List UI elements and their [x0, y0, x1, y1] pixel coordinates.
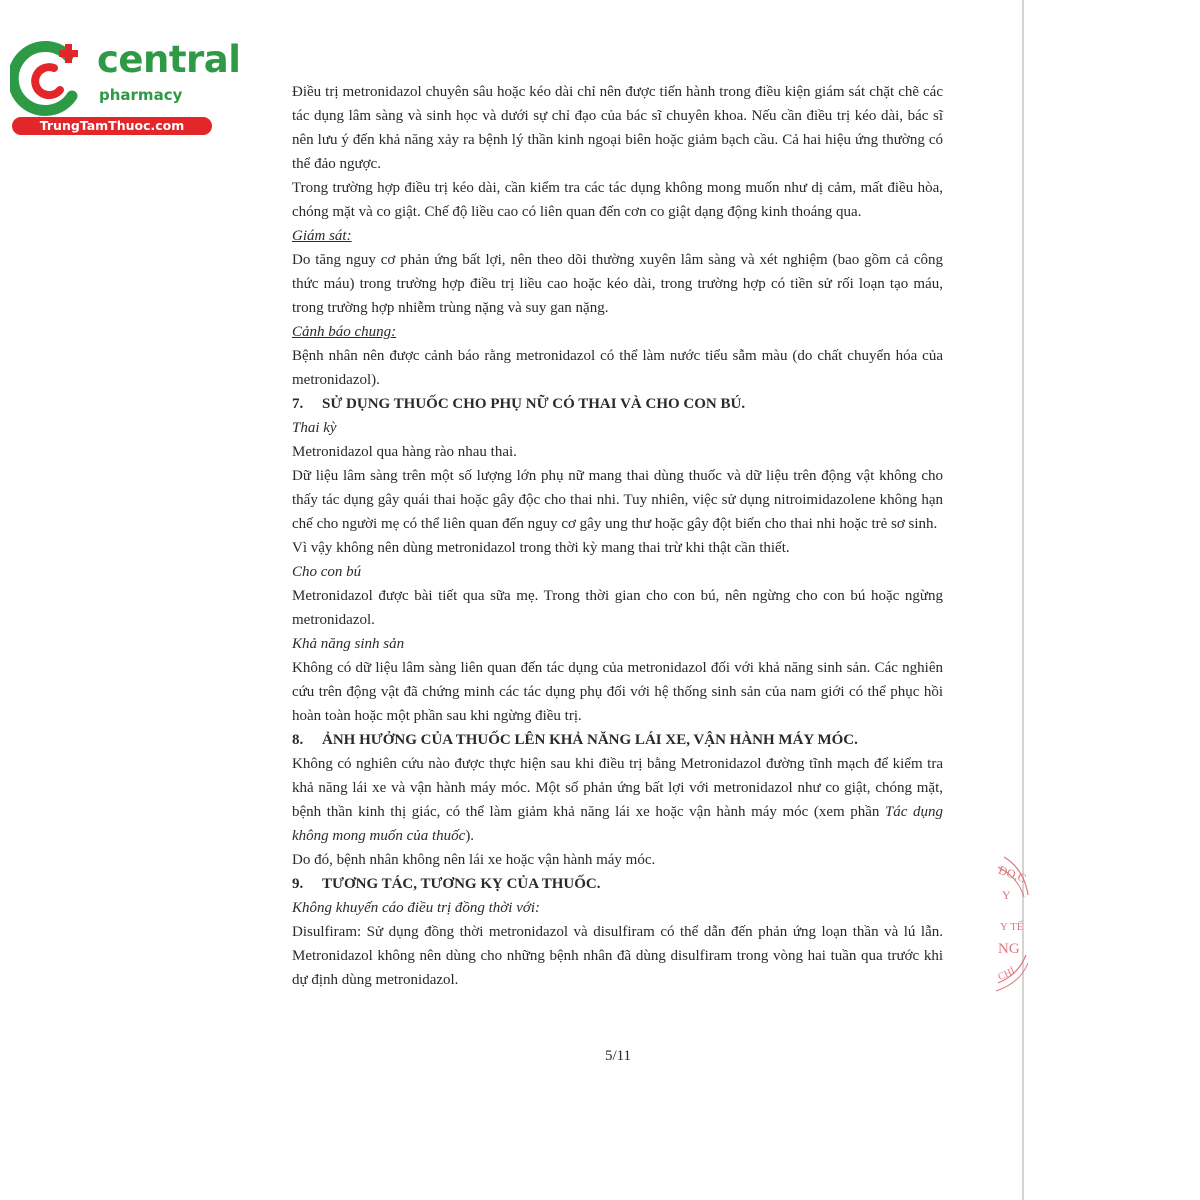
section-number: 8. [292, 732, 304, 748]
paragraph-general-warning: Bệnh nhân nên được cảnh báo rằng metronidazol có thể làm nước tiểu sẫm màu (do chất chuyển hóa của metronidazol). [292, 348, 943, 388]
section-title: SỬ DỤNG THUỐC CHO PHỤ NỮ CÓ THAI VÀ CHO CON BÚ. [322, 396, 746, 412]
paragraph-disulfiram: Disulfiram: Sử dụng đồng thời metronidazol và disulfiram có thể dẫn đến phản ứng loạn thần và lú lẫn. Metronidazol không nên dùng cho những bệnh nhân đã dùng disulfiram trong vòng hai tuần qua trước khi dự định dùng metronidazol. [292, 924, 943, 988]
paragraph-long-treatment: Trong trường hợp điều trị kéo dài, cần kiểm tra các tác dụng không mong muốn như dị cảm, mất điều hòa, chóng mặt và co giật. Chế độ liều cao có liên quan đến cơn co giật dạng động kinh thoáng qua. [292, 180, 943, 220]
section-heading-9 [292, 872, 943, 896]
subheading-monitoring: Giám sát: [292, 228, 352, 244]
central-pharmacy-logo [10, 38, 241, 138]
section-heading-8 [292, 728, 943, 752]
text-run: Không có nghiên cứu nào được thực hiện sau khi điều trị bằng Metronidazol đường tĩnh mạch để kiểm tra khả năng lái xe và vận hành máy móc. Một số phản ứng bất lợi với metronidazol như co giật, chóng mặt, bệnh thần kinh thị giác, có thể làm giảm khả năng lái xe hoặc vận hành máy móc (xem phần [292, 756, 943, 820]
subheading-general-warning: Cảnh báo chung: [292, 324, 397, 340]
paragraph-driving-conclusion: Do đó, bệnh nhân không nên lái xe hoặc vận hành máy móc. [292, 852, 656, 868]
logo-wordmark: central [97, 38, 241, 81]
document-body [292, 80, 943, 992]
paragraph-placenta: Metronidazol qua hàng rào nhau thai. [292, 444, 517, 460]
logo-website: TrungTamThuoc.com [12, 117, 212, 135]
paragraph-driving [292, 752, 943, 848]
paragraph-pregnancy-advice: Vì vậy không nên dùng metronidazol trong thời kỳ mang thai trừ khi thật cần thiết. [292, 540, 790, 556]
stamp-text: ĐO.C [996, 862, 1029, 886]
red-stamp-fragment [990, 855, 1030, 995]
paragraph-clinical-data: Dữ liệu lâm sàng trên một số lượng lớn phụ nữ mang thai dùng thuốc và dữ liệu trên động vật không cho thấy tác dụng gây quái thai hoặc gây độc cho thai nhi. Tuy nhiên, việc sử dụng nitroimidazolene không hạn chế cho người mẹ có thể liên quan đến nguy cơ gây ung thư hoặc gây đột biến cho thai nhi hoặc trẻ sơ sinh. [292, 468, 943, 532]
paragraph-monitoring: Do tăng nguy cơ phản ứng bất lợi, nên theo dõi thường xuyên lâm sàng và xét nghiệm (bao gồm cả công thức máu) trong trường hợp điều trị liều cao hoặc kéo dài, trong trường hợp có tiền sử rối loạn tạo máu, trong trường hợp nhiễm trùng nặng và suy gan nặng. [292, 252, 943, 316]
page-edge-line [1022, 0, 1024, 1200]
section-number: 7. [292, 396, 304, 412]
logo-subtitle: pharmacy [99, 86, 183, 104]
stamp-text: Y [1002, 888, 1011, 902]
section-title: ẢNH HƯỞNG CỦA THUỐC LÊN KHẢ NĂNG LÁI XE, VẬN HÀNH MÁY MÓC. [322, 732, 858, 748]
page-number: 5/11 [604, 1048, 632, 1064]
pharmacy-cross-icon [10, 38, 90, 116]
section-heading-7 [292, 392, 943, 416]
paragraph-fertility: Không có dữ liệu lâm sàng liên quan đến tác dụng của metronidazol đối với khả năng sinh sản. Các nghiên cứu trên động vật đã chứng minh các tác dụng phụ đối với hệ thống sinh sản của nam giới có thể phục hồi hoàn toàn hoặc một phần sau khi ngừng điều trị. [292, 660, 943, 724]
subheading-pregnancy: Thai kỳ [292, 420, 337, 436]
subheading-not-recommended: Không khuyến cáo điều trị đồng thời với: [292, 900, 541, 916]
stamp-text: CHỈ [996, 965, 1017, 984]
stamp-text: Y TẾ [1000, 921, 1024, 933]
subheading-fertility: Khả năng sinh sản [292, 636, 405, 652]
paragraph-breastfeeding: Metronidazol được bài tiết qua sữa mẹ. Trong thời gian cho con bú, nên ngừng cho con bú hoặc ngừng metronidazol. [292, 588, 943, 628]
paragraph-intensive-treatment: Điều trị metronidazol chuyên sâu hoặc kéo dài chỉ nên được tiến hành trong điều kiện giám sát chặt chẽ các tác dụng lâm sàng và sinh học và dưới sự chỉ đạo của bác sĩ chuyên khoa. Nếu cần điều trị kéo dài, bác sĩ nên lưu ý đến khả năng xảy ra bệnh lý thần kinh ngoại biên hoặc giảm bạch cầu. Cả hai hiệu ứng thường có thể đảo ngược. [292, 84, 943, 172]
section-title: TƯƠNG TÁC, TƯƠNG KỴ CỦA THUỐC. [322, 876, 601, 892]
text-run: ). [465, 828, 475, 844]
subheading-breastfeeding: Cho con bú [292, 564, 362, 580]
stamp-text: NG [998, 941, 1020, 957]
cross-reference: Tác dụng không mong muốn của thuốc [292, 804, 944, 844]
section-number: 9. [292, 876, 304, 892]
